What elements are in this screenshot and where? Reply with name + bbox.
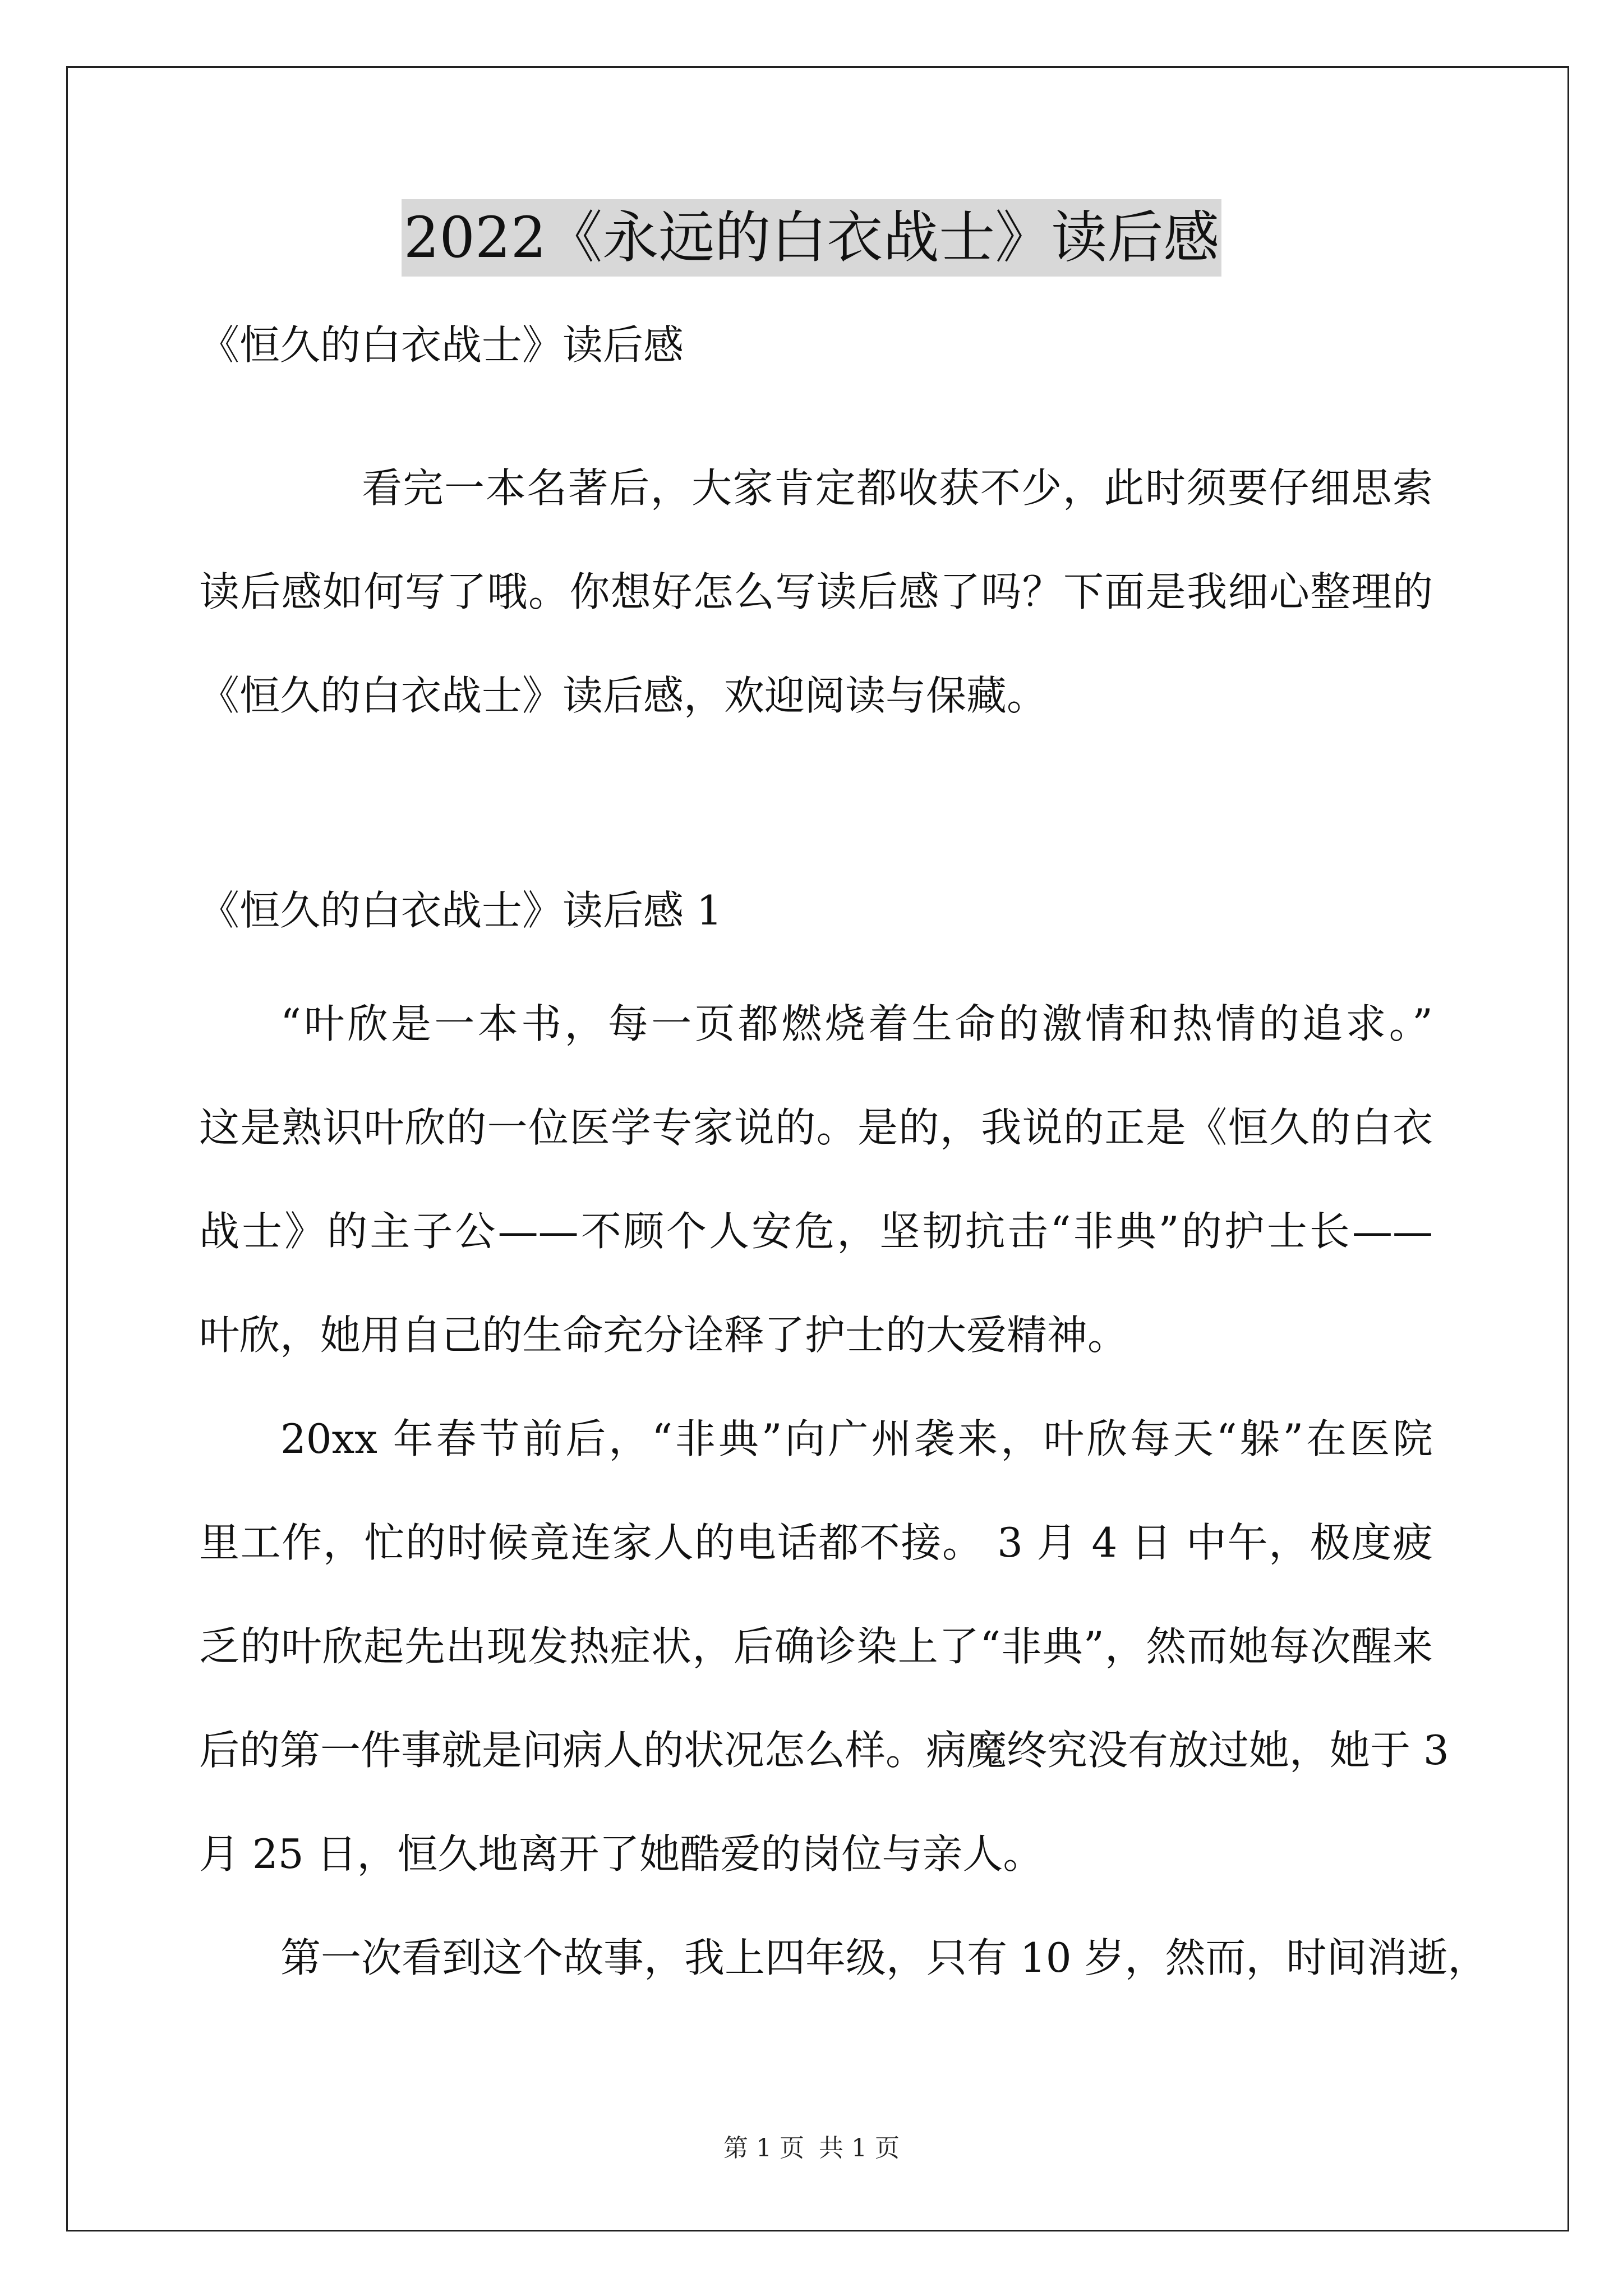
paragraph-line: 月 25 日，恒久地离开了她酷爱的岗位与亲人。 [199, 1830, 1044, 1878]
paragraph-line: 读后感如何写了哦。你想好怎么写读后感了吗？下面是我细心整理的 [199, 568, 1433, 615]
subtitle-line: 《恒久的白衣战士》读后感 [199, 321, 684, 369]
paragraph-line: 里工作，忙的时候竟连家人的电话都不接。 3 月 4 日 中午，极度疲 [199, 1519, 1433, 1566]
paragraph-line: 战士》的主子公——不顾个人安危，坚韧抗击“非典”的护士长—— [199, 1208, 1433, 1255]
paragraph-line: 《恒久的白衣战士》读后感，欢迎阅读与保藏。 [199, 672, 1048, 719]
paragraph-line: 叶欣，她用自己的生命充分诠释了护士的大爱精神。 [199, 1312, 1128, 1359]
paragraph-line: “叶欣是一本书，每一页都燃烧着生命的激情和热情的追求。” [280, 1000, 1433, 1047]
section-heading: 《恒久的白衣战士》读后感 1 [199, 887, 722, 934]
paragraph-line: 这是熟识叶欣的一位医学专家说的。是的，我说的正是《恒久的白衣 [199, 1104, 1433, 1151]
page-footer [0, 2132, 1623, 2165]
title-container [0, 199, 1623, 277]
page-total: 共 1 页 [819, 2134, 900, 2162]
paragraph-line: 看完一本名著后，大家肯定都收获不少，此时须要仔细思索 [362, 464, 1433, 512]
paragraph-line: 20xx 年春节前后，“非典”向广州袭来，叶欣每天“躲”在医院 [280, 1415, 1433, 1462]
paragraph-line: 后的第一件事就是问病人的状况怎么样。病魔终究没有放过她，她于 3 [199, 1727, 1449, 1774]
paragraph-line: 第一次看到这个故事，我上四年级，只有 10 岁，然而，时间消逝， [280, 1934, 1488, 1981]
document-title: 2022《永远的白衣战士》读后感 [402, 199, 1222, 277]
paragraph-line: 乏的叶欣起先出现发热症状，后确诊染上了“非典”，然而她每次醒来 [199, 1623, 1433, 1670]
page-number: 第 1 页 [723, 2134, 804, 2162]
